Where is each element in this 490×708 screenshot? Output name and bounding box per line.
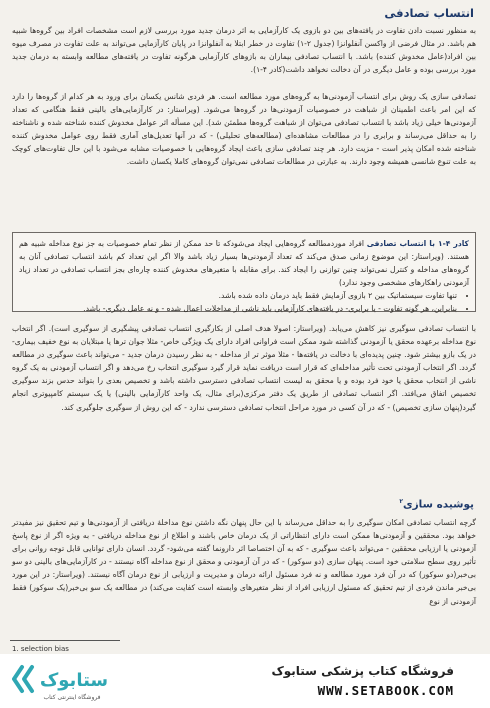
info-box [12,232,476,312]
paragraph-1-text: به منظور نسبت دادن تفاوت در یافته‌های بین دو بازوی یک کارآزمایی به اثر درمان جدید مورد بررسی لازم است مشخصات افراد بین گروه‌ها شبیه هم باشد. در مثال فرضی از واکسن آنفلوانزا (جدول ۲-۱) تفاوت در خطر ابتلا به آنفلوانزا در پایان کارآزمایی می‌تواند به علت تفاوت در مصرف میوه بین افراد(عامل مخدوش کننده) باشد. با انتساب تصادفی بیماران به بازوهای کارآزمایی هرگونه تفاوت در یافته‌های مطالعه وابسته به درمان جدید مورد بررسی بوده و عامل دیگری در آن دخالت نخواهد داشت(کادر ۴-۱). [12,26,476,75]
paragraph-4 [12,516,476,608]
paragraph-3 [12,322,476,414]
footnote: 1. selection bias [12,645,69,653]
paragraph-4-text: گرچه انتساب تصادفی امکان سوگیری را به حداقل می‌رساند با این حال پنهان نگه داشتن نوع مداخلهٔ دریافتی از آزمودنی‌ها و تیم تحقیق نیز مفیدتر خواهد بود. محققین و آزمودنی‌ها ممکن است دارای انتظاراتی از یک درمان خاص باشند و اطلاع از نوع مداخله دریافتی - به ویژه اگر از نوع پاسخ آزمودنی یا ارزیابی محققین - می‌تواند باعث سوگیری - که به آن اختصاصا اثر دارونما گفته می‌شود- گردد. انسان دارای توانایی قابل توجه روانی برای تأثیر روی سطح سلامتی خود است. پنهان سازی (دو سوکور) - که در آن آزمودنی و محقق از نوع مداخله آگاه نیستند - در کارآزمایی‌های بالینی دو سو بی‌خبر(دو سوکور) که در آن فرد مورد مطالعه و نه فرد مسئول ارائه درمان و مدیریت و ارزیابی از نوع درمان آگاه نیستند. (ویراستار: در این مورد بی‌خبر ماندن فردی از تیم تحقیق که مسئول ارزیابی افراد از نظر متغیرهای وابسته است کفایت می‌کند) در مطالعه یک سو بی‌خبر(یک سوکور) فقط آزمودنی از نوع [12,518,476,606]
section-2-title-text: پوشیده سازی [403,498,474,511]
section-2-title [399,498,474,511]
section-2-footnote-mark: ۲ [399,498,403,505]
shop-title: فروشگاه کتاب پزشکی ستابوک [271,664,454,678]
logo-subtext: فروشگاه اینترنتی کتاب [43,694,101,701]
footnote-divider [10,640,120,641]
paragraph-2-text: تصادفی سازی یک روش برای انتساب آزمودنی‌ها به گروه‌های مورد مطالعه است. هر فردی شانس یکسان برای ورود به هر کدام از گروه‌ها را دارد که این امر باعث اطمینان از شباهت در خصوصیات آزمودنی‌ها در گروه‌ها می‌شود. (ویراستار: در کارآزمایی‌های بالینی فقط هنگامی که تعداد آزمودنی‌ها خیلی زیاد باشد با انتساب تصادفی می‌توان از شباهت گروه‌ها مطمئن شد). این مسأله اثر عوامل مخدوش کننده شناخته شده و ناشناخته را به حداقل می‌رساند و برابری را در مطالعات مشاهده‌ای (مطالعه‌های تحلیلی) - که در آنها تعدیل‌های آماری فقط روی عوامل مخدوش کننده شناخته شده امکان پذیر است - مزیت دارد. هر چند تصادفی سازی باعث ایجاد گروه‌هایی با خصوصیات مشابه می‌شود با این حال تفاوت‌های کوچک به علت تنوع شانسی همیشه وجود دارند. به عبارتی در مطالعات تصادفی نمی‌توان گروه‌های کاملا یکسان داشت. [12,92,476,167]
paragraph-2 [12,90,476,169]
section-title: انتساب تصادفی [384,6,474,20]
box-bullet: • بنابراین، هر گونه تفاوت - یا برابری- در یافته‌های کارآزمایی باید ناشی از مداخلات اعمال شده - و نه عامل دیگری- باشد. [19,302,457,315]
box-bullet: • تنها تفاوت سیستماتیک بین ۲ بازوی آزمایش فقط باید درمان داده شده باشد. [19,289,457,302]
box-text: افراد موردمطالعه گروه‌هایی ایجاد می‌شودکه تا حد ممکن از نظر تمام خصوصیات به جز نوع مداخله شبیه هم هستند. (ویراستار: این موضوع زمانی صدق می‌کند که تعداد آزمودنی‌ها بسیار زیاد باشد والا اگر این تعداد کم باشد انتساب تصادفی آنان به گروه‌های مداخله و کنترل نمی‌تواند چنین توازنی را ایجاد کند. برای مقابله با متغیرهای مخدوش کننده چاره‌ای بجز انتساب تصادفی در تعداد زیاد آزمودنی راهکارهای مشخصی وجود ندارد) [19,239,469,287]
shop-url[interactable]: WWW.SETABOOK.COM [317,683,454,698]
paragraph-3-text: با انتساب تصادفی سوگیری نیز کاهش می‌یابد. (ویراستار: اصولا هدف اصلی از بکارگیری انتساب تصادفی پیشگیری از سوگیری است). اگر انتخاب نوع مداخله برعهده محقق یا آزمودنی گذاشته شود ممکن است فراوانی افراد دارای یک ویژگی خاص- مثلا جوان ترها یا مبتلایان به نوع خفیف بیماری- در یک بازو بیشتر شود. چنین پدیده‌ای با دخالت در یافته‌ها - مثلا موثر تر از مداخله - به نظر رسیدن درمان جدید - می‌تواند باعث سوگیری در مطالعه گردد. اگر انتخاب آزمودنی تحت تأثیر مداخله‌ای که قرار است دریافت نماید قرار گیرد سوگیری انتخاب رخ می‌دهد و اگر انتساب آزمودنی به یک گروه ناشی از انتخاب محقق یا خود فرد بوده و یا محقق به لیست انتساب تصادفی دسترسی داشته باشد و تخصیص بعدی را بتواند حدس بزند سوگیری تخصیص اتفاق می‌افتد. اگر انتساب تصادفی از طریق یک دفتر مرکزی(برای مثال، یک واحد کارآزمایی بالینی) یا یک سیستم کامپیوتری انجام گیرد(پنهان سازی تخصیص) - که در آن کسی در مورد مراحل انتخاب تصادفی دسترسی ندارد - که این روش از سوگیری جلوگیری کند. [12,324,476,412]
setabook-logo [12,659,112,703]
logo-chevron-icon [14,667,32,691]
logo-text: ستابوک [39,670,109,691]
box-bullet-list [19,289,469,315]
paragraph-1 [12,24,476,76]
box-title: کادر ۴-۱ با انتساب تصادفی [366,239,469,248]
